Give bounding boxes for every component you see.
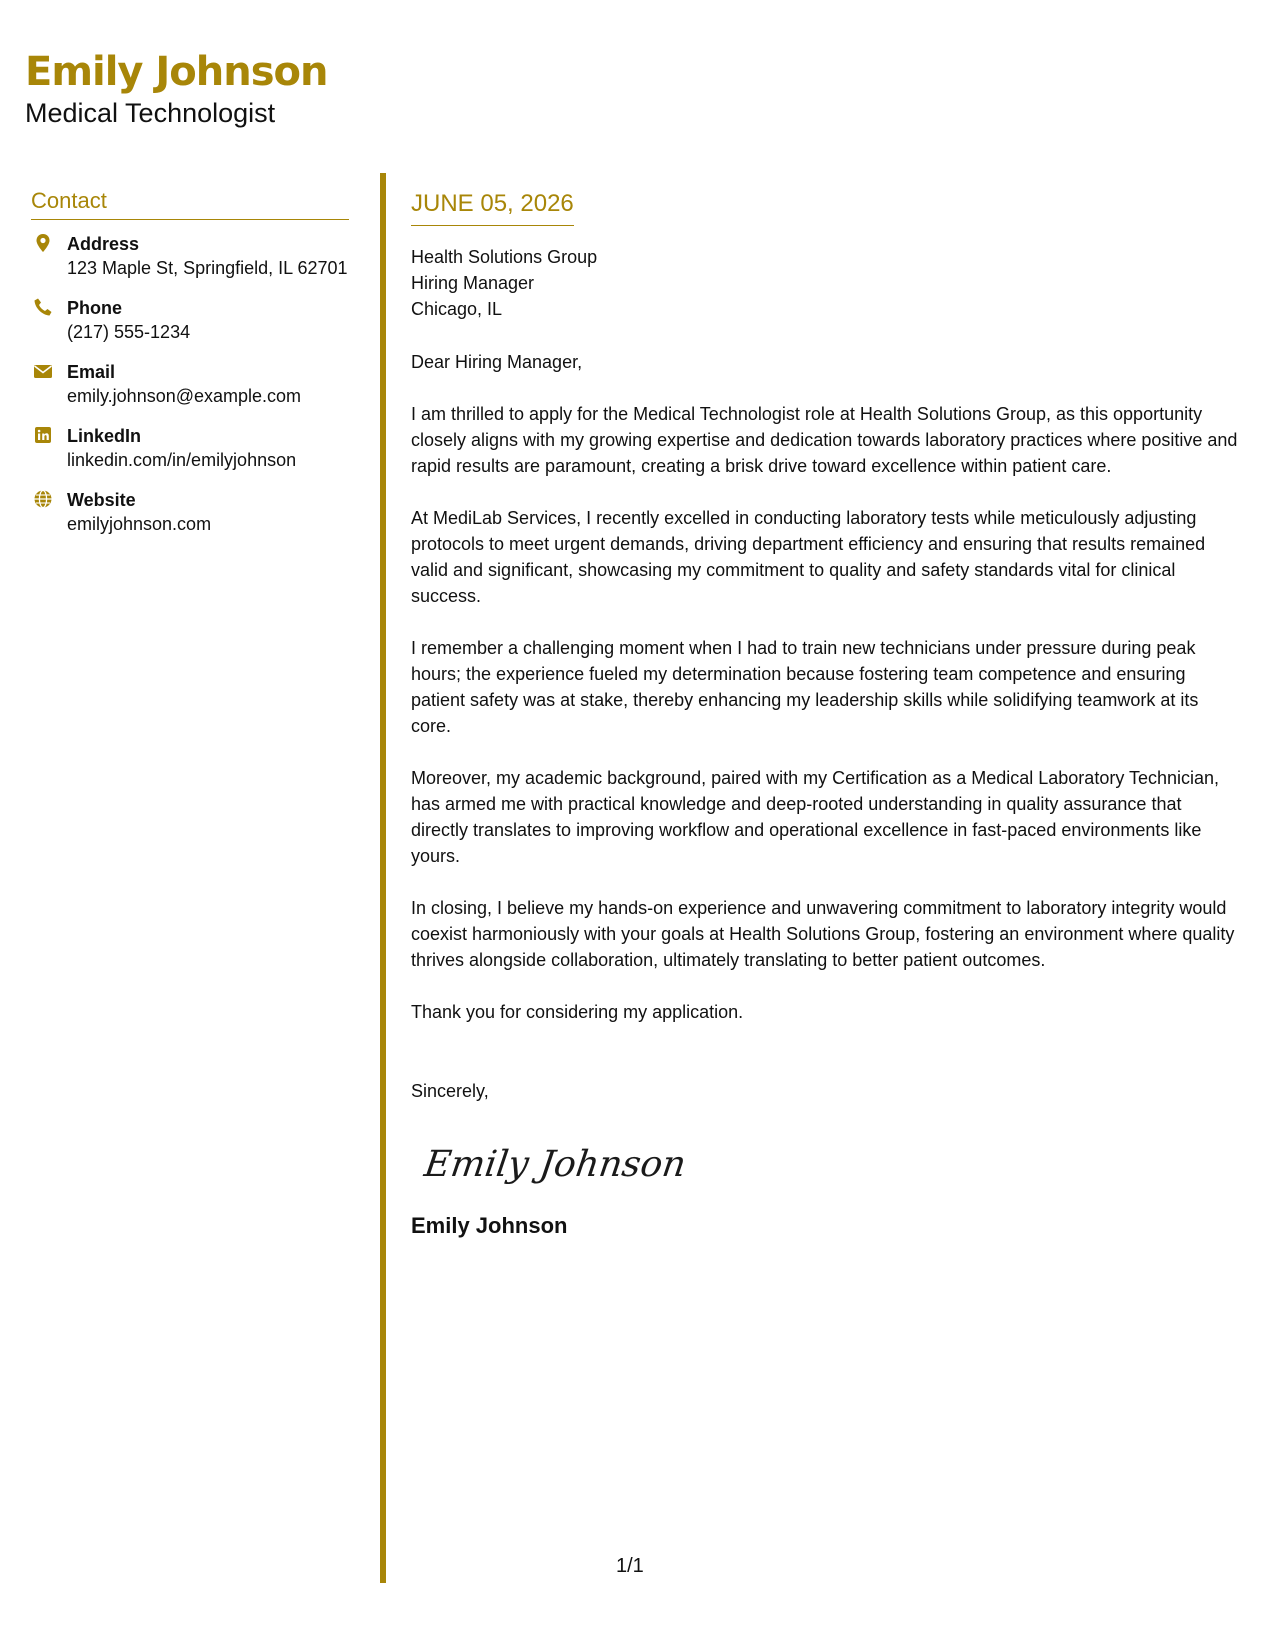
contact-label: Phone <box>67 298 123 319</box>
contact-label: LinkedIn <box>67 426 142 447</box>
address-value: 123 Maple St, Springfield, IL 62701 <box>67 258 348 279</box>
letter-paragraph: Moreover, my academic background, paired with my Certification as a Medical Laboratory Technician, has armed me with practical knowledge and deep-rooted understanding in quality assurance that directly translates to improving workflow and operational excellence in fast-paced environments like yours. <box>411 767 1220 866</box>
handwritten-signature <box>421 1134 689 1194</box>
contact-sidebar <box>31 188 349 552</box>
letter-date: JUNE 05, 2026 <box>411 190 574 226</box>
signer-name: Emily Johnson <box>411 1212 568 1238</box>
page-number: 1/1 <box>616 1555 644 1577</box>
phone-icon <box>33 297 53 317</box>
contact-item-address <box>31 232 349 280</box>
linkedin-icon <box>33 425 53 445</box>
linkedin-value[interactable]: linkedin.com/in/emilyjohnson <box>67 450 297 471</box>
letter-paragraph: I remember a challenging moment when I had to train new technicians under pressure during peak hours; the experience fueled my determination because fostering team competence and ensuring patient safety was at stake, thereby enhancing my leadership skills while solidifying teamwork at its core. <box>411 637 1199 736</box>
contact-label: Website <box>67 490 136 511</box>
recipient-company: Health Solutions Group <box>411 246 598 267</box>
recipient-role: Hiring Manager <box>411 272 535 293</box>
letter-paragraph: At MediLab Services, I recently excelled in conducting laboratory tests while meticulously adjusting protocols to meet urgent demands, driving department efficiency and ensuring that results remained valid and significant, showcasing my commitment to quality and safety standards vital for clinical success. <box>411 507 1206 606</box>
applicant-job-title: Medical Technologist <box>25 98 276 128</box>
website-value[interactable]: emilyjohnson.com <box>67 514 212 535</box>
letter-body <box>411 190 1241 1239</box>
recipient-location: Chicago, IL <box>411 298 503 319</box>
contact-item-phone <box>31 296 349 344</box>
globe-icon <box>33 489 53 509</box>
letter-paragraph: I am thrilled to apply for the Medical Technologist role at Health Solutions Group, as this opportunity closely aligns with my growing expertise and dedication towards laboratory practices where positive and rapid results are paramount, creating a brisk drive toward excellence within patient care. <box>411 403 1238 476</box>
recipient-block <box>411 244 1241 322</box>
salutation: Dear Hiring Manager, <box>411 351 583 372</box>
signature-text: Emily Johnson <box>421 1141 689 1185</box>
contact-item-linkedin <box>31 424 349 472</box>
contact-label: Email <box>67 362 116 383</box>
contact-heading: Contact <box>31 188 349 220</box>
letter-paragraph: In closing, I believe my hands-on experience and unwavering commitment to laboratory integrity would coexist harmoniously with your goals at Health Solutions Group, fostering an environment where quality thrives alongside collaboration, ultimately translating to better patient outcomes. <box>411 897 1235 970</box>
contact-item-email <box>31 360 349 408</box>
phone-value[interactable]: (217) 555-1234 <box>67 322 191 343</box>
email-value[interactable]: emily.johnson@example.com <box>67 386 302 407</box>
envelope-icon <box>33 361 53 381</box>
map-pin-icon <box>33 233 53 253</box>
contact-item-website <box>31 488 349 536</box>
closing: Sincerely, <box>411 1080 489 1101</box>
contact-list <box>31 232 349 536</box>
contact-label: Address <box>67 234 140 255</box>
letter-paragraph: Thank you for considering my application. <box>411 1001 744 1022</box>
vertical-divider <box>380 173 386 1583</box>
applicant-name: Emily Johnson <box>25 49 328 95</box>
